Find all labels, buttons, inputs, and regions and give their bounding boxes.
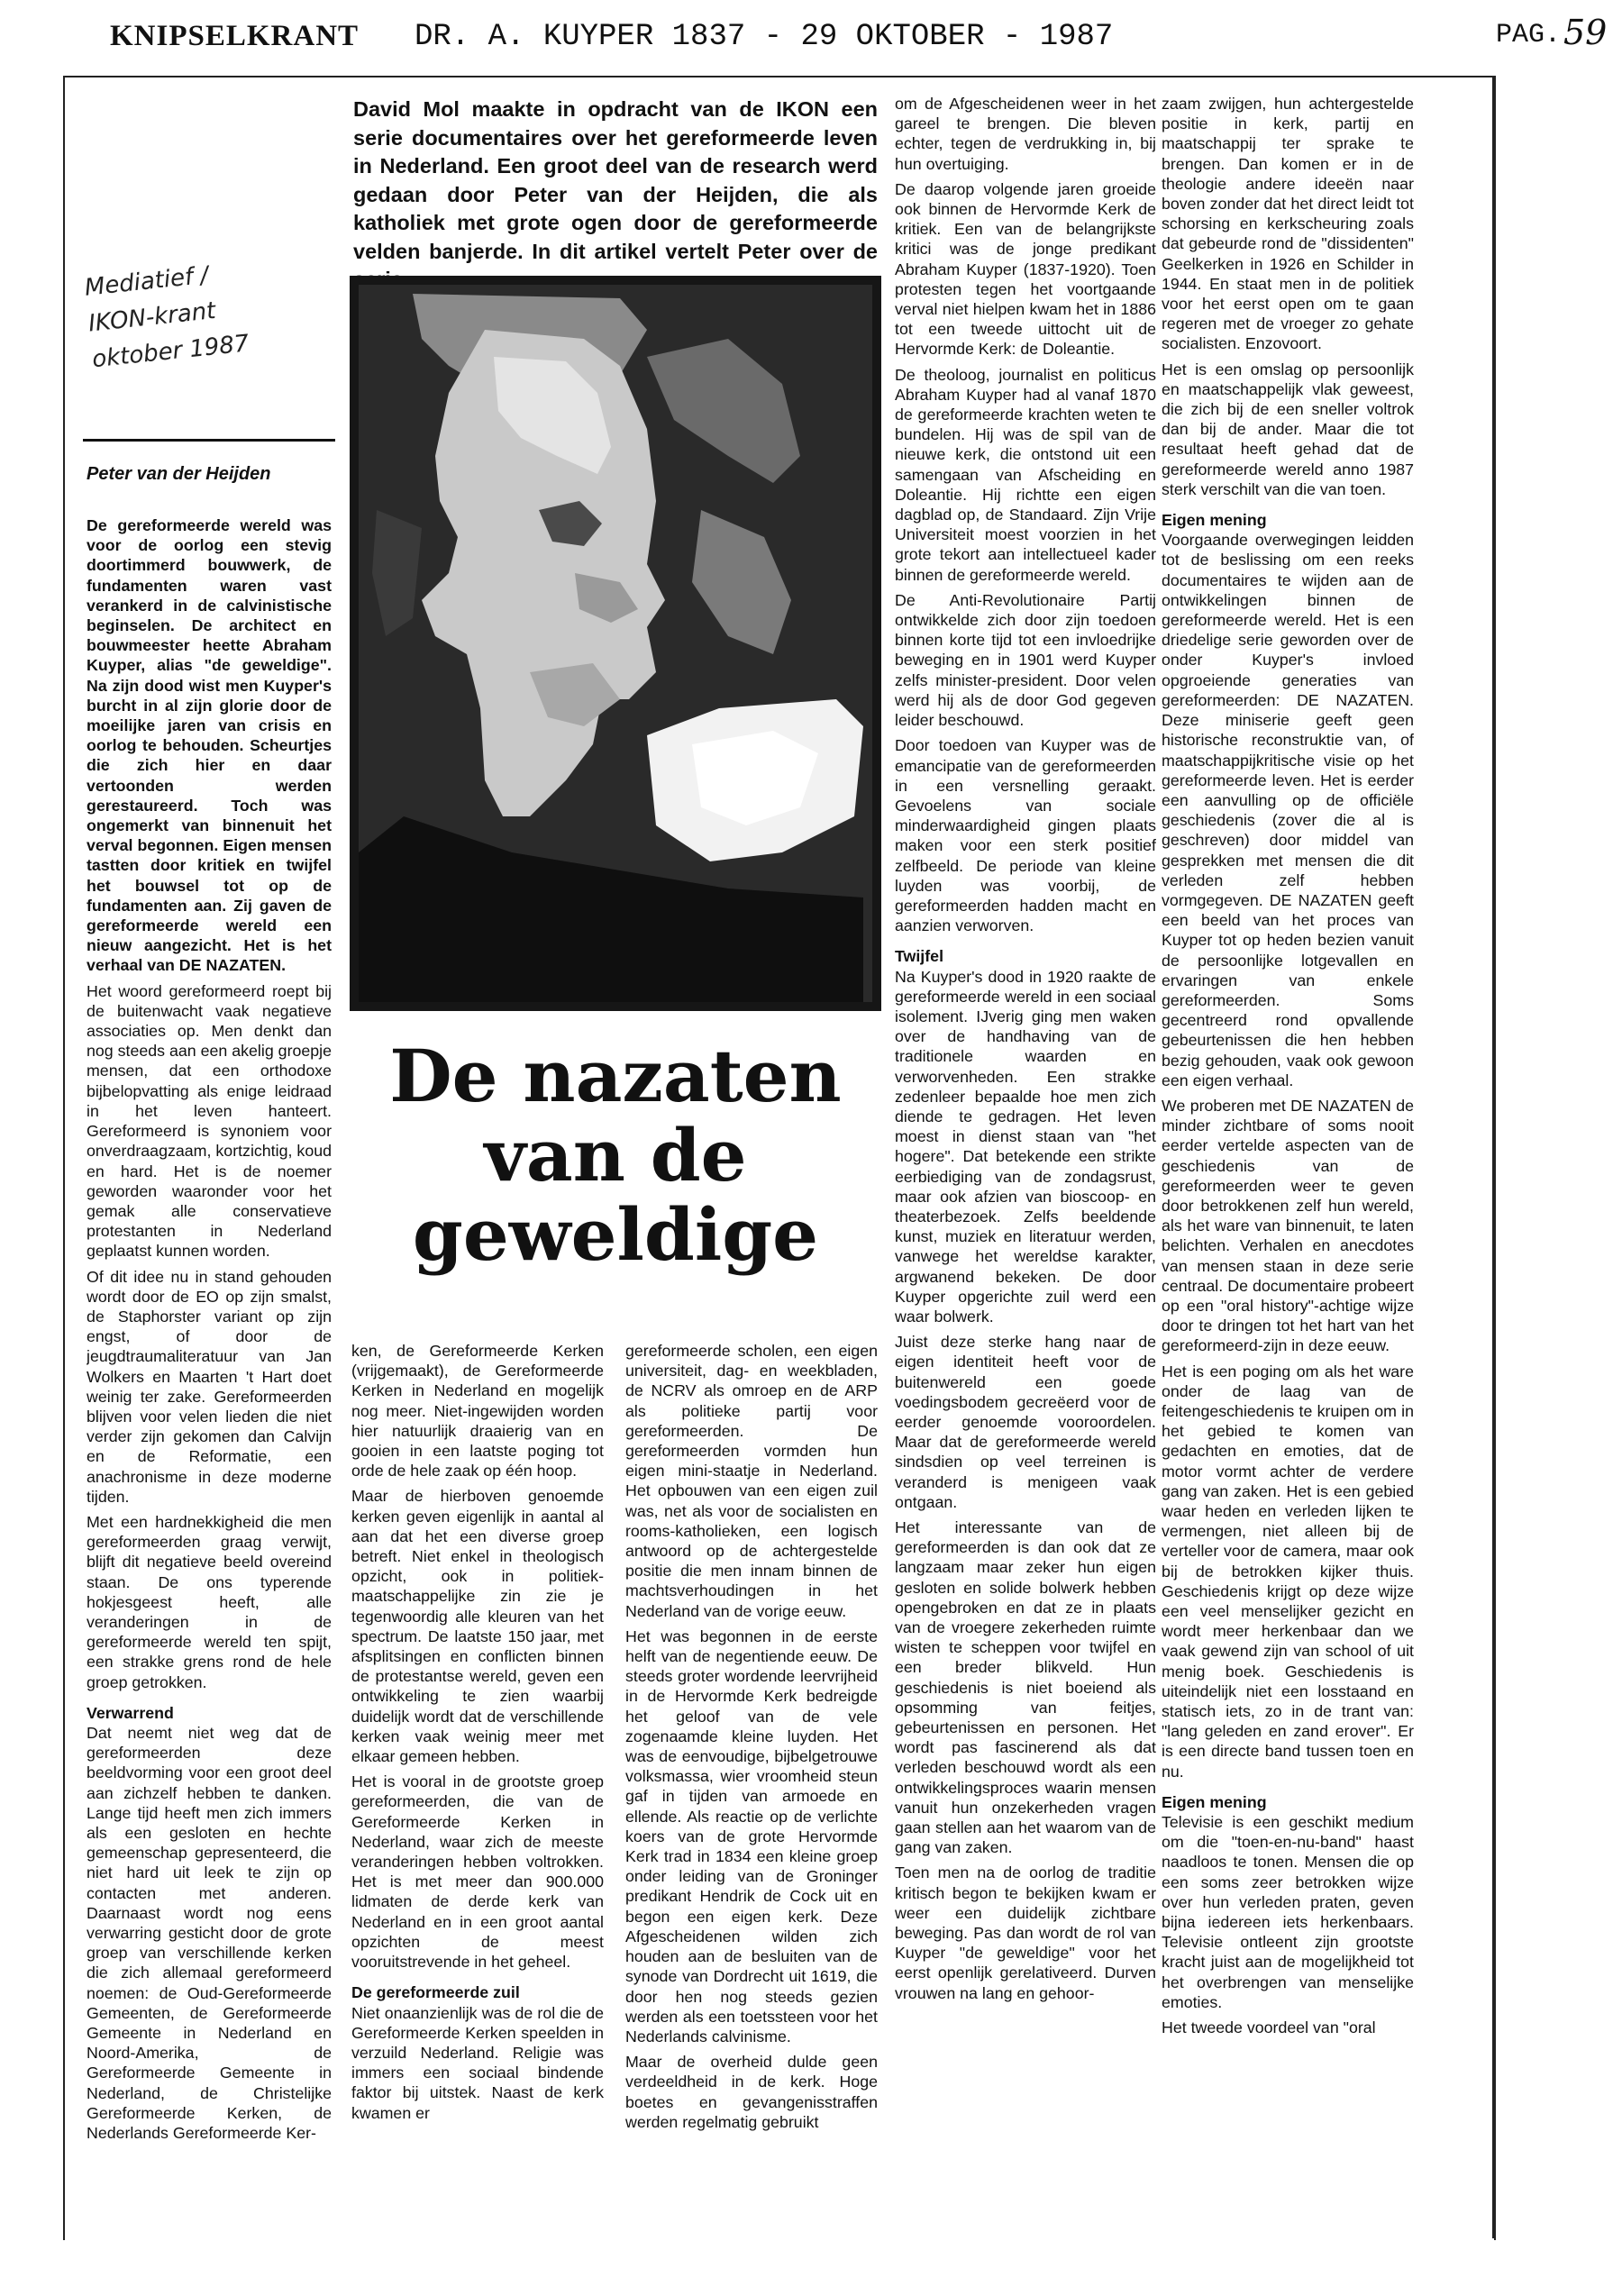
note-line: oktober 1987 <box>90 330 251 374</box>
subheading-gereformeerde-zuil: De gereformeerde zuil <box>351 1983 520 2002</box>
paragraph: Voorgaande overwegingen leidden tot de beslissing om een reeks documentaires te wijden aan de ontwikkelingen binnen de gereformeerde wereld. Het is een driedelige serie geworden over de onder Kuyper's invloed opgroeiende generaties van gereformeerden: DE NAZATEN. Deze miniserie geeft geen historische reconstruktie van, of maatschappijkritische visie op het gereformeerde leven. Het is eerder een aanvulling op de officiële geschiedenis (zover die al is geschreven) door middel van gesprekken met mensen die dit verleden zelf hebben vormgegeven. DE NAZATEN geeft een beeld van het proces van Kuyper tot op heden bezien vanuit de persoonlijke lotgevallen en ervaringen van enkele gereformeerden. Soms gecentreerd rond opvallende gebeurtenissen die hen hebben bezig gehouden, vaak ook gewoon een eigen verhaal. <box>1162 531 1414 1089</box>
headline-line: De nazaten <box>389 1034 842 1118</box>
note-line: IKON-krant <box>87 296 217 338</box>
paragraph: om de Afgescheidenen weer in het gareel te brengen. Die bleven echter, tegen de verdrukking in, bij hun overtuiging. <box>895 95 1156 173</box>
paragraph: Niet onaanzienlijk was de rol die de Gereformeerde Kerken speelden in verzuild Nederland. Religie was immers een sociaal bindende faktor bij uitstek. Naast de kerk kwamen er <box>351 2003 604 2122</box>
paragraph: We proberen met DE NAZATEN de minder zichtbare of soms nooit eerder vertelde aspecten van de geschiedenis van de gereformeerden weer te geven door betrokkenen zelf hun wereld, als het ware van binnenuit, te laten belichten. Verhalen en anecdotes van mensen staan in deze serie centraal. De documentaire probeert op een "oral history"-achtige wijze door te dringen tot het hart van het gereformeerd-zijn in deze eeuw. <box>1162 1096 1414 1355</box>
clipping-title: DR. A. KUYPER 1837 - 29 OKTOBER - 1987 <box>415 20 1114 54</box>
text-column-5 <box>1162 94 1414 2234</box>
paragraph: Maar de hierboven genoemde kerken geven eigenlijk in aantal al aan dat het een diverse groep betreft. Niet enkel in theologisch opzicht, ook in politiek-maatschappelijke zin zie je tegenwoordig alle kleuren van het spectrum. De laatste 150 jaar, met afsplitsingen en conflicten binnen de protestantse wereld, geven een ontwikkeling te zien waarbij duidelijk wordt dat de verschillende kerken vaak weinig meer met elkaar gemeen hebben. <box>351 1487 604 1766</box>
paragraph: De theoloog, journalist en politicus Abraham Kuyper had al vanaf 1870 de gereformeerde krachten weten te bundelen. Hij was de spil van de nieuwe kerk, die ontstond uit een samengaan van Afscheiding en Doleantie. Hij richtte een eigen dagblad op, de Standaard. Zijn Vrije Universiteit moest voorzien in het grote tekort aan intellectueel kader binnen de gereformeerde wereld. <box>895 365 1156 584</box>
page-label: PAG. <box>1496 20 1562 50</box>
byline: Peter van der Heijden <box>87 464 271 484</box>
paragraph: Of dit idee nu in stand gehouden wordt door de EO op zijn smalst, de Staphorster variant op zijn engst, of door de jeugdtraumaliteratuur van Jan Wolkers en Maarten 't Hart doet weinig ter zake. Gereformeerden blijven voor velen lieden die niet verder zijn gekomen dan Calvijn en de Reformatie, een anachronisme in deze moderne tijden. <box>87 1267 332 1506</box>
handwritten-note <box>83 248 309 378</box>
paragraph: De daarop volgende jaren groeide ook binnen de Hervormde Kerk de kritiek. Een van de belangrijkste kritici was de jonge predikant Abraham Kuyper (1837-1920). Toen protesten tegen het voortgaande verval niet hielpen kwam het in 1886 tot een tweede uittocht uit de Hervormde Kerk: de Doleantie. <box>895 179 1156 359</box>
article-headline <box>350 1034 881 1277</box>
text-column-2 <box>351 1341 604 2233</box>
paragraph: De Anti-Revolutionaire Partij ontwikkelde zich door zijn toedoen binnen korte tijd tot een invloedrijke beweging en in 1901 werd Kuyper zelfs minister-president. Door velen werd hij als de door God gegeven leider beschouwd. <box>895 590 1156 730</box>
paragraph: Het tweede voordeel van "oral <box>1162 2018 1376 2037</box>
article-lead: David Mol maakte in opdracht van de IKON een serie documentaires over het gereformeerde leven in Nederland. Een groot deel van de research werd gedaan door Peter van der Heijden, die als katholiek met grote ogen door de gereformeerde velden banjerde. In dit artikel vertelt Peter over de <box>353 97 878 263</box>
subheading-documentaire: Eigen mening <box>1162 511 1267 530</box>
paragraph: zaam zwijgen, hun achtergestelde positie in kerk, partij en maatschappij ter sprake te brengen. Dan komen er in de theologie andere ideeën naar boven zonder dat het direct leidt tot schorsing en kerkscheuring zoals dat gebeurde rond de "dissidenten" Geelkerken in 1926 en Schilder in 1944. En staat men in de politiek voor het eerst open om te gaan regeren met de vroeger zo gehate socialisten. Enzovoort. <box>1162 95 1414 353</box>
kuyper-portrait-icon <box>350 276 881 1011</box>
paragraph: Televisie is een geschikt medium om die "toen-en-nu-band" haast naadloos te tonen. Mensen die op een soms zeer betrokken wijze over hun verleden praten, geven bijna iedereen iets herkenbaars. Televisie ontleent zijn grootste kracht juist aan de mogelijkheid tot het overbrengen van menselijke emoties. <box>1162 1813 1414 2011</box>
paragraph: Het woord gereformeerd roept bij de buitenwacht vaak negatieve associaties op. Men denkt dan nog steeds aan een akelig groepje mensen, dat een orthodoxe bijbelopvatting als enige leidraad in het leven hanteert. Gereformeerd is synoniem voor onverdraagzaam, kortzichtig, koud en hard. Het is de noemer geworden waaronder voor het gemak alle conservatieve protestanten in Nederland geplaatst kunnen worden. <box>87 981 332 1261</box>
paragraph: Het is vooral in de grootste groep gereformeerden, die van de Gereformeerde Kerken in Nederland, waar zich de meeste veranderingen hebben voltrokken. Het is met meer dan 900.000 lidmaten de derde kerk van Nederland en in een groot aantal opzichten de meest vooruitstrevende in het geheel. <box>351 1772 604 1972</box>
intro-paragraph: De gereformeerde wereld was voor de oorlog een stevig doortimmerd bouwwerk, de fundamenten waren vast verankerd in de calvinistische beginselen. De architect en bouwmeester heette Abraham Kuyper, alias "de geweldige". Na zijn dood wist men Kuyper's burcht in al zijn glorie door de moeilijke jaren van crisis en oorlog te behouden. Scheurtjes die zich hier en daar vertoonden werden gerestaureerd. Toch was ongemerkt van binnenuit het verval begonnen. Eigen mensen tastten door kritiek en twijfel het bouwsel tot op de fundamenten aan. Zij gaven de gereformeerde wereld een nieuw aangezicht. Het is het verhaal van DE NAZATEN. <box>87 516 332 975</box>
paragraph: Het is een omslag op persoonlijk en maatschappelijk vlak geweest, die zich bij de een sneller voltrok dan bij de ander. Maar die tot resultaat heeft gehad dat de gereformeerde wereld anno 1987 sterk verschilt van die van toen. <box>1162 360 1414 498</box>
text-column-4 <box>895 94 1156 2234</box>
note-line: Mediatief / <box>83 261 210 302</box>
paragraph: ken, de Gereformeerde Kerken (vrijgemaakt), de Gereformeerde Kerken in Nederland en mogelijk nog meer. Niet-ingewijden worden hier natuurlijk draaierig van en gooien in een laatste poging tot orde de hele zaak op één hoop. <box>351 1342 604 1481</box>
text-column-1 <box>87 515 332 2228</box>
headline-line: van de <box>484 1113 747 1198</box>
paragraph: Het interessante van de gereformeerden is dan ook dat ze langzaam maar zeker hun eigen gesloten en solide bolwerk hebben opengebroken en dat ze in plaats van de vroegere zekerheden ruimte wisten te scheppen voor twijfel en een breder blikveld. Hun geschiedenis is niet boeiend als opsomming van feitjes, gebeurtenissen en personen. Het wordt pas fascinerend als dat verleden beschouwd wordt als een ontwikkelingsproces waarin mensen vanuit hun onzekerheden vragen gaan stellen aan het waarom van de gang van zaken. <box>895 1518 1156 1857</box>
paragraph: gereformeerde scholen, een eigen universiteit, dag- en weekbladen, de NCRV als omroep en de ARP als politieke partij voor gereformeerden. De gereformeerden vormden hun eigen mini-staatje in Nederland. Het opbouwen van een eigen zuil was, net als voor de socialisten en rooms-katholieken, een logisch antwoord op de achtergestelde positie die men innam binnen de machtsverhoudingen in het Nederland van de vorige eeuw. <box>625 1342 878 1620</box>
byline-rule <box>83 439 335 442</box>
right-margin-rule <box>1492 76 1494 2238</box>
paragraph: Het is een poging om als het ware onder de laag van de feitengeschiedenis te kruipen om in het gebied te komen van gedachten en emoties, dat de motor vormt achter de verdere gang van zaken. Het is een gebied waar heden en verleden lijken te vermengen, niet alleen bij de verteller voor de camera, maar ook bij de betrokken kijker thuis. Geschiedenis krijgt op deze wijze een veel menselijker gezicht en wordt meer herkenbaar dan we vaak gewend zijn van school of uit menig boek. Geschiedenis is uiteindelijk niet een losstaand en statisch iets, zo in de trant van: "lang geleden en zand erover". Er is een directe band tussen toen en nu. <box>1162 1362 1414 1781</box>
paragraph: Met een hardnekkigheid die men gereformeerden graag verwijt, blijft dit negatieve beeld overeind staan. De ons typerende hokjesgeest heeft, alle veranderingen in de gereformeerde wereld ten spijt, een strakke grens rond de hele groep getrokken. <box>87 1512 332 1691</box>
subheading-verwarrend: Verwarrend <box>87 1703 174 1722</box>
subheading-eigen-mening: Eigen mening <box>1162 1792 1267 1811</box>
text-column-3 <box>625 1341 878 2233</box>
paragraph: Na Kuyper's dood in 1920 raakte de gereformeerde wereld in een sociaal isolement. IJverig ging men waken over de handhaving van de traditionele waarden en verworvenheden. Een strakke zedenleer bepaalde hoe men zich diende te gedragen. Het leven moest in dienst staan van "het hogere". Dat betekende een strikte eerbiediging van de zondagsrust, maar ook afzien van bioscoop- en theaterbezoek. Zelfs beeldende kunst, muziek en literatuur werden, vanwege het wereldse karakter, argwanend bekeken. De door Kuyper opgerichte zuil werd een waar bolwerk. <box>895 967 1156 1326</box>
paragraph: Door toedoen van Kuyper was de emancipatie van de gereformeerden in een versnelling geraakt. Gevoelens van sociale minderwaardigheid gingen plaats maken voor een sterk positief zelfbeeld. De periode van kleine luyden was voorbij, de gereformeerden hadden macht en aanzien verworven. <box>895 736 1156 935</box>
paragraph: Het was begonnen in de eerste helft van de negentiende eeuw. De steeds groter wordende leervrijheid in de Hervormde Kerk bedreigde het geloof van de vele zogenaamde kleine luyden. Het was de eenvoudige, bijbelgetrouwe volksmassa, wier vroomheid steun gaf in tijden van armoede en ellende. Als reactie op de verlichte koers van de grote Hervormde Kerk trad in 1834 een kleine groep onder leiding van de Groninger predikant Hendrik de Cock uit en begon een eigen kerk. Deze Afgescheidenen wilden zich houden aan de besluiten van de synode van Dordrecht uit 1619, die door hen nog steeds gezien werden als een toetssteen voor het Nederlands calvinisme. <box>625 1626 878 2045</box>
headline-line: geweldige <box>412 1192 819 1277</box>
publication-name: KNIPSELKRANT <box>110 20 360 52</box>
clipping-header <box>0 13 1622 67</box>
paragraph: Toen men na de oorlog de traditie kritisch begon te bekijken kwam er weer een duidelijk zichtbare beweging. Pas dan wordt de rol van Kuyper "de geweldige" voor het eerst openlijk gerelativeerd. Durven vrouwen na lang en gehoor- <box>895 1863 1156 2002</box>
page-number: 59 <box>1563 13 1608 52</box>
subheading-twijfel: Twijfel <box>895 947 944 966</box>
paragraph: Maar de overheid dulde geen verdeeldheid in de kerk. Hoge boetes en gevangenisstraffen werden regelmatig gebruikt <box>625 2053 878 2131</box>
paragraph: Juist deze sterke hang naar de eigen identiteit heeft voor de buitenwereld een goede voedingsbodem gecreëerd voor de eerder genoemde vooroordelen. Maar dat de gereformeerde wereld sindsdien op veel terreinen is veranderd is menigeen vaak ontgaan. <box>895 1333 1156 1511</box>
paragraph: Dat neemt niet weg dat de gereformeerden deze beeldvorming voor een groot deel aan zichzelf hebben te danken. Lange tijd heeft men zich immers als een gesloten en hechte gemeenschap gepresenteerd, die niet hard uit leek te zijn op contacten met anderen. Daarnaast wordt nog eens verwarring gesticht door de grote groep van verschillende kerken die zich allemaal gereformeerd noemen: de Oud-Gereformeerde Gemeenten, de Gereformeerde Gemeente in Nederland en Noord-Amerika, de Gereformeerde Gemeente in Nederland, de Christelijke Gereformeerde Kerken, de Nederlands Gereformeerde Ker- <box>87 1723 332 2143</box>
